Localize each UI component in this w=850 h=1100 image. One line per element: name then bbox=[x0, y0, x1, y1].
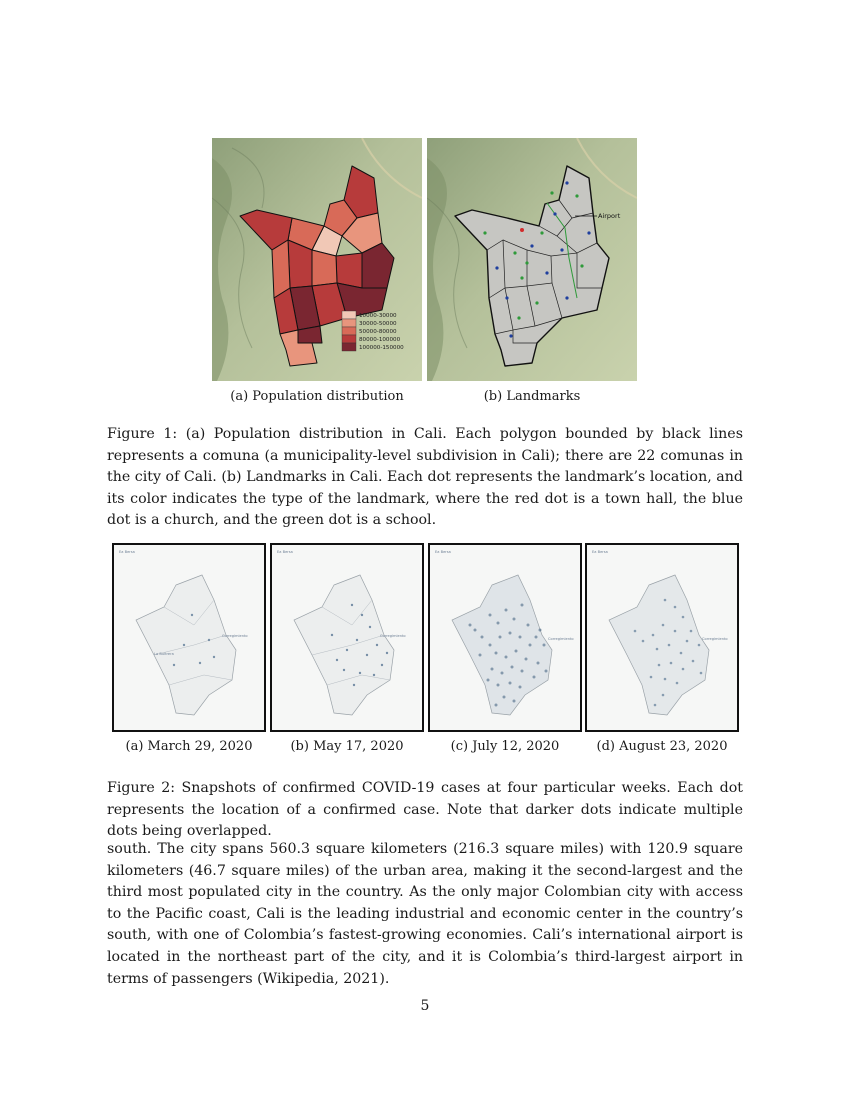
airport-label: Airport bbox=[598, 212, 621, 220]
figure2a-caption: (a) March 29, 2020 bbox=[125, 739, 253, 754]
figure2b-caption: (b) May 17, 2020 bbox=[290, 739, 404, 754]
landmarks-map bbox=[427, 138, 637, 381]
legend-label: 30000-50000 bbox=[359, 321, 397, 327]
page-number: 5 bbox=[420, 998, 430, 1014]
figure2-caption: Figure 2: Snapshots of confirmed COVID-19 cases at four particular weeks. Each dot represents the location of a confirmed case. Note that darker dots indicate multiple dots being overlapped. bbox=[107, 780, 743, 840]
figure1-caption: Figure 1: (a) Population distribution in Cali. Each polygon bounded by black lines represents a comuna (a municipality-level subdivision in Cali); there are 22 comunas in the city of Cali. (b) Landmarks in Cali. Each dot represents the landmark’s location, and its color indicates the type of the landmark, where the red dot is a town hall, the blue dot is a church, and the green dot is a school. bbox=[107, 426, 743, 529]
svg-text:Corregimiento: Corregimiento bbox=[222, 634, 248, 638]
figure1a-caption: (a) Population distribution bbox=[230, 389, 404, 404]
legend-label: 80000-100000 bbox=[359, 337, 401, 343]
figure2c-caption: (c) July 12, 2020 bbox=[450, 739, 560, 754]
snapshot-july bbox=[428, 543, 582, 732]
snapshot-may bbox=[270, 543, 424, 732]
svg-text:Ea Bersa: Ea Bersa bbox=[592, 550, 608, 554]
snapshot-march bbox=[112, 543, 266, 732]
svg-text:Ea Bersa: Ea Bersa bbox=[119, 550, 135, 554]
figure2d-caption: (d) August 23, 2020 bbox=[596, 739, 728, 754]
legend-label: 50000-80000 bbox=[359, 329, 397, 335]
svg-text:Corregimiento: Corregimiento bbox=[548, 637, 574, 641]
svg-text:Ea Bersa: Ea Bersa bbox=[277, 550, 293, 554]
population-legend bbox=[342, 311, 404, 351]
body-paragraph: south. The city spans 560.3 square kilometers (216.3 square miles) with 120.9 square kilometers (46.7 square miles) of the urban area, making it the second-largest and the third most populated city in the country. As the only major Colombian city with access to the Pacific coast, Cali is the leading industrial and economic center in the country’s south, with one of Colombia’s fastest-growing economies. Cali’s international airport is located in the northeast part of the city, and it is Colombia’s third-largest airport in terms of passengers (Wikipedia, 2021). bbox=[107, 841, 743, 987]
legend-label: 10000-30000 bbox=[359, 313, 397, 319]
snapshot-august bbox=[585, 543, 739, 732]
svg-text:Corregimiento: Corregimiento bbox=[702, 637, 728, 641]
population-map bbox=[212, 138, 422, 381]
svg-text:Ea Bersa: Ea Bersa bbox=[435, 550, 451, 554]
svg-text:Corregimiento: Corregimiento bbox=[380, 634, 406, 638]
svg-text:La Buitrera: La Buitrera bbox=[154, 652, 174, 656]
figure1b-caption: (b) Landmarks bbox=[483, 389, 581, 404]
legend-label: 100000-150000 bbox=[359, 345, 404, 351]
